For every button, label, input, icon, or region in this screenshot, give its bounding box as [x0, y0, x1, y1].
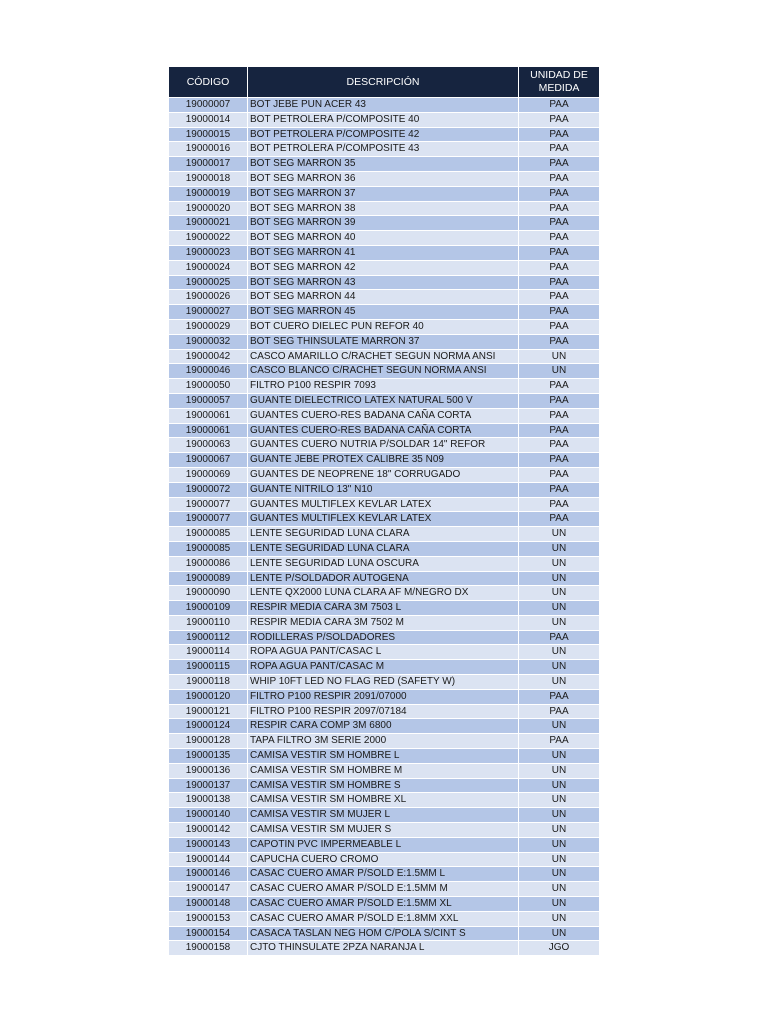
- code-cell: 19000146: [169, 867, 248, 882]
- description-cell: FILTRO P100 RESPIR 7093: [248, 379, 519, 394]
- description-cell: ROPA AGUA PANT/CASAC M: [248, 660, 519, 675]
- table-row: [169, 586, 600, 601]
- table-header: [169, 67, 600, 98]
- code-cell: 19000067: [169, 453, 248, 468]
- description-cell: RODILLERAS P/SOLDADORES: [248, 630, 519, 645]
- table-row: [169, 541, 600, 556]
- description-cell: GUANTES CUERO NUTRIA P/SOLDAR 14" REFOR: [248, 438, 519, 453]
- unit-cell: UN: [519, 823, 600, 838]
- unit-cell: UN: [519, 660, 600, 675]
- code-cell: 19000085: [169, 541, 248, 556]
- unit-cell: UN: [519, 527, 600, 542]
- unit-cell: UN: [519, 645, 600, 660]
- unit-cell: PAA: [519, 453, 600, 468]
- table-row: [169, 497, 600, 512]
- table-row: [169, 941, 600, 956]
- description-cell: BOT JEBE PUN ACER 43: [248, 98, 519, 113]
- table-row: [169, 763, 600, 778]
- product-table: [168, 66, 600, 956]
- description-cell: CASAC CUERO AMAR P/SOLD E:1.5MM XL: [248, 897, 519, 912]
- unit-cell: PAA: [519, 98, 600, 113]
- code-cell: 19000021: [169, 216, 248, 231]
- description-cell: CASACA TASLAN NEG HOM C/POLA S/CINT S: [248, 926, 519, 941]
- unit-cell: PAA: [519, 689, 600, 704]
- header-codigo: CÓDIGO: [169, 67, 248, 98]
- code-cell: 19000135: [169, 749, 248, 764]
- code-cell: 19000142: [169, 823, 248, 838]
- description-cell: CASAC CUERO AMAR P/SOLD E:1.5MM M: [248, 882, 519, 897]
- unit-cell: JGO: [519, 941, 600, 956]
- table-row: [169, 734, 600, 749]
- description-cell: GUANTES MULTIFLEX KEVLAR LATEX: [248, 497, 519, 512]
- table-body: [169, 98, 600, 956]
- code-cell: 19000069: [169, 467, 248, 482]
- description-cell: BOT SEG MARRON 41: [248, 245, 519, 260]
- table-row: [169, 601, 600, 616]
- description-cell: LENTE SEGURIDAD LUNA OSCURA: [248, 556, 519, 571]
- unit-cell: PAA: [519, 231, 600, 246]
- description-cell: BOT SEG MARRON 37: [248, 186, 519, 201]
- table-row: [169, 142, 600, 157]
- unit-cell: PAA: [519, 512, 600, 527]
- table-row: [169, 393, 600, 408]
- unit-cell: PAA: [519, 393, 600, 408]
- table-row: [169, 808, 600, 823]
- table-row: [169, 260, 600, 275]
- table-row: [169, 349, 600, 364]
- table-row: [169, 467, 600, 482]
- unit-cell: UN: [519, 808, 600, 823]
- unit-cell: PAA: [519, 423, 600, 438]
- unit-cell: PAA: [519, 245, 600, 260]
- code-cell: 19000085: [169, 527, 248, 542]
- description-cell: RESPIR CARA COMP 3M 6800: [248, 719, 519, 734]
- description-cell: CASAC CUERO AMAR P/SOLD E:1.5MM L: [248, 867, 519, 882]
- unit-cell: UN: [519, 749, 600, 764]
- table-row: [169, 556, 600, 571]
- code-cell: 19000014: [169, 112, 248, 127]
- unit-cell: PAA: [519, 216, 600, 231]
- table-row: [169, 660, 600, 675]
- description-cell: GUANTES CUERO-RES BADANA CAÑA CORTA: [248, 408, 519, 423]
- table-row: [169, 275, 600, 290]
- table-row: [169, 615, 600, 630]
- code-cell: 19000128: [169, 734, 248, 749]
- code-cell: 19000077: [169, 497, 248, 512]
- unit-cell: UN: [519, 556, 600, 571]
- unit-cell: UN: [519, 364, 600, 379]
- unit-cell: PAA: [519, 275, 600, 290]
- unit-cell: UN: [519, 778, 600, 793]
- unit-cell: PAA: [519, 334, 600, 349]
- unit-cell: PAA: [519, 127, 600, 142]
- table-row: [169, 837, 600, 852]
- description-cell: CJTO THINSULATE 2PZA NARANJA L: [248, 941, 519, 956]
- table-row: [169, 823, 600, 838]
- description-cell: LENTE P/SOLDADOR AUTOGENA: [248, 571, 519, 586]
- code-cell: 19000024: [169, 260, 248, 275]
- code-cell: 19000147: [169, 882, 248, 897]
- unit-cell: PAA: [519, 112, 600, 127]
- description-cell: CAPOTIN PVC IMPERMEABLE L: [248, 837, 519, 852]
- unit-cell: PAA: [519, 186, 600, 201]
- code-cell: 19000042: [169, 349, 248, 364]
- table-row: [169, 852, 600, 867]
- table-row: [169, 171, 600, 186]
- header-descripcion: DESCRIPCIÓN: [248, 67, 519, 98]
- code-cell: 19000148: [169, 897, 248, 912]
- code-cell: 19000063: [169, 438, 248, 453]
- code-cell: 19000144: [169, 852, 248, 867]
- description-cell: CAMISA VESTIR SM HOMBRE L: [248, 749, 519, 764]
- code-cell: 19000025: [169, 275, 248, 290]
- description-cell: GUANTES DE NEOPRENE 18" CORRUGADO: [248, 467, 519, 482]
- unit-cell: PAA: [519, 171, 600, 186]
- code-cell: 19000015: [169, 127, 248, 142]
- description-cell: GUANTES CUERO-RES BADANA CAÑA CORTA: [248, 423, 519, 438]
- unit-cell: PAA: [519, 305, 600, 320]
- code-cell: 19000143: [169, 837, 248, 852]
- description-cell: CAPUCHA CUERO CROMO: [248, 852, 519, 867]
- unit-cell: PAA: [519, 201, 600, 216]
- description-cell: BOT SEG MARRON 35: [248, 157, 519, 172]
- description-cell: BOT SEG THINSULATE MARRON 37: [248, 334, 519, 349]
- description-cell: GUANTES MULTIFLEX KEVLAR LATEX: [248, 512, 519, 527]
- table-row: [169, 512, 600, 527]
- description-cell: BOT CUERO DIELEC PUN REFOR 40: [248, 319, 519, 334]
- table-row: [169, 911, 600, 926]
- code-cell: 19000057: [169, 393, 248, 408]
- unit-cell: UN: [519, 675, 600, 690]
- description-cell: BOT SEG MARRON 36: [248, 171, 519, 186]
- table-row: [169, 186, 600, 201]
- description-cell: FILTRO P100 RESPIR 2091/07000: [248, 689, 519, 704]
- description-cell: BOT SEG MARRON 39: [248, 216, 519, 231]
- table-row: [169, 112, 600, 127]
- code-cell: 19000007: [169, 98, 248, 113]
- description-cell: FILTRO P100 RESPIR 2097/07184: [248, 704, 519, 719]
- code-cell: 19000089: [169, 571, 248, 586]
- code-cell: 19000046: [169, 364, 248, 379]
- description-cell: BOT PETROLERA P/COMPOSITE 42: [248, 127, 519, 142]
- unit-cell: UN: [519, 911, 600, 926]
- description-cell: RESPIR MEDIA CARA 3M 7502 M: [248, 615, 519, 630]
- unit-cell: UN: [519, 571, 600, 586]
- table-row: [169, 749, 600, 764]
- code-cell: 19000019: [169, 186, 248, 201]
- header-unidad: UNIDAD DE MEDIDA: [519, 67, 600, 98]
- code-cell: 19000137: [169, 778, 248, 793]
- description-cell: CAMISA VESTIR SM HOMBRE M: [248, 763, 519, 778]
- unit-cell: UN: [519, 601, 600, 616]
- description-cell: CASCO AMARILLO C/RACHET SEGUN NORMA ANSI: [248, 349, 519, 364]
- unit-cell: UN: [519, 793, 600, 808]
- code-cell: 19000153: [169, 911, 248, 926]
- unit-cell: UN: [519, 882, 600, 897]
- code-cell: 19000138: [169, 793, 248, 808]
- code-cell: 19000110: [169, 615, 248, 630]
- code-cell: 19000140: [169, 808, 248, 823]
- code-cell: 19000050: [169, 379, 248, 394]
- description-cell: BOT SEG MARRON 40: [248, 231, 519, 246]
- code-cell: 19000023: [169, 245, 248, 260]
- description-cell: BOT PETROLERA P/COMPOSITE 40: [248, 112, 519, 127]
- code-cell: 19000017: [169, 157, 248, 172]
- table-row: [169, 127, 600, 142]
- code-cell: 19000077: [169, 512, 248, 527]
- unit-cell: UN: [519, 719, 600, 734]
- code-cell: 19000027: [169, 305, 248, 320]
- table-row: [169, 926, 600, 941]
- table-row: [169, 453, 600, 468]
- code-cell: 19000016: [169, 142, 248, 157]
- code-cell: 19000090: [169, 586, 248, 601]
- table-row: [169, 438, 600, 453]
- unit-cell: UN: [519, 837, 600, 852]
- code-cell: 19000032: [169, 334, 248, 349]
- code-cell: 19000112: [169, 630, 248, 645]
- unit-cell: UN: [519, 897, 600, 912]
- unit-cell: UN: [519, 852, 600, 867]
- table-row: [169, 882, 600, 897]
- table-row: [169, 423, 600, 438]
- code-cell: 19000072: [169, 482, 248, 497]
- table-row: [169, 867, 600, 882]
- table-row: [169, 719, 600, 734]
- code-cell: 19000118: [169, 675, 248, 690]
- unit-cell: PAA: [519, 438, 600, 453]
- unit-cell: PAA: [519, 142, 600, 157]
- unit-cell: UN: [519, 615, 600, 630]
- table-row: [169, 527, 600, 542]
- description-cell: BOT SEG MARRON 42: [248, 260, 519, 275]
- code-cell: 19000109: [169, 601, 248, 616]
- code-cell: 19000114: [169, 645, 248, 660]
- code-cell: 19000124: [169, 719, 248, 734]
- unit-cell: PAA: [519, 157, 600, 172]
- description-cell: RESPIR MEDIA CARA 3M 7503 L: [248, 601, 519, 616]
- unit-cell: PAA: [519, 734, 600, 749]
- unit-cell: PAA: [519, 290, 600, 305]
- description-cell: BOT SEG MARRON 38: [248, 201, 519, 216]
- unit-cell: PAA: [519, 630, 600, 645]
- code-cell: 19000061: [169, 408, 248, 423]
- table-row: [169, 630, 600, 645]
- code-cell: 19000029: [169, 319, 248, 334]
- unit-cell: PAA: [519, 379, 600, 394]
- unit-cell: UN: [519, 926, 600, 941]
- unit-cell: UN: [519, 763, 600, 778]
- description-cell: BOT PETROLERA P/COMPOSITE 43: [248, 142, 519, 157]
- table-row: [169, 231, 600, 246]
- description-cell: ROPA AGUA PANT/CASAC L: [248, 645, 519, 660]
- description-cell: GUANTE JEBE PROTEX CALIBRE 35 N09: [248, 453, 519, 468]
- unit-cell: UN: [519, 867, 600, 882]
- code-cell: 19000115: [169, 660, 248, 675]
- table-row: [169, 319, 600, 334]
- table-row: [169, 704, 600, 719]
- code-cell: 19000136: [169, 763, 248, 778]
- description-cell: WHIP 10FT LED NO FLAG RED (SAFETY W): [248, 675, 519, 690]
- description-cell: LENTE SEGURIDAD LUNA CLARA: [248, 527, 519, 542]
- code-cell: 19000158: [169, 941, 248, 956]
- table-row: [169, 793, 600, 808]
- unit-cell: PAA: [519, 482, 600, 497]
- code-cell: 19000121: [169, 704, 248, 719]
- description-cell: BOT SEG MARRON 45: [248, 305, 519, 320]
- code-cell: 19000120: [169, 689, 248, 704]
- description-cell: CAMISA VESTIR SM HOMBRE XL: [248, 793, 519, 808]
- header-row: [169, 67, 600, 98]
- description-cell: CAMISA VESTIR SM HOMBRE S: [248, 778, 519, 793]
- description-cell: BOT SEG MARRON 43: [248, 275, 519, 290]
- description-cell: GUANTE NITRILO 13" N10: [248, 482, 519, 497]
- description-cell: LENTE SEGURIDAD LUNA CLARA: [248, 541, 519, 556]
- table-row: [169, 897, 600, 912]
- unit-cell: PAA: [519, 704, 600, 719]
- unit-cell: UN: [519, 349, 600, 364]
- table-row: [169, 645, 600, 660]
- unit-cell: PAA: [519, 408, 600, 423]
- description-cell: BOT SEG MARRON 44: [248, 290, 519, 305]
- table-row: [169, 689, 600, 704]
- unit-cell: PAA: [519, 319, 600, 334]
- description-cell: CASCO BLANCO C/RACHET SEGUN NORMA ANSI: [248, 364, 519, 379]
- unit-cell: UN: [519, 541, 600, 556]
- table-row: [169, 408, 600, 423]
- code-cell: 19000061: [169, 423, 248, 438]
- description-cell: GUANTE DIELECTRICO LATEX NATURAL 500 V: [248, 393, 519, 408]
- description-cell: CAMISA VESTIR SM MUJER L: [248, 808, 519, 823]
- code-cell: 19000026: [169, 290, 248, 305]
- description-cell: CASAC CUERO AMAR P/SOLD E:1.8MM XXL: [248, 911, 519, 926]
- table-row: [169, 778, 600, 793]
- unit-cell: PAA: [519, 260, 600, 275]
- description-cell: LENTE QX2000 LUNA CLARA AF M/NEGRO DX: [248, 586, 519, 601]
- table-row: [169, 675, 600, 690]
- table-row: [169, 157, 600, 172]
- table-row: [169, 201, 600, 216]
- code-cell: 19000086: [169, 556, 248, 571]
- description-cell: CAMISA VESTIR SM MUJER S: [248, 823, 519, 838]
- table-row: [169, 216, 600, 231]
- table-row: [169, 364, 600, 379]
- unit-cell: UN: [519, 586, 600, 601]
- unit-cell: PAA: [519, 497, 600, 512]
- table-row: [169, 98, 600, 113]
- code-cell: 19000154: [169, 926, 248, 941]
- code-cell: 19000020: [169, 201, 248, 216]
- code-cell: 19000022: [169, 231, 248, 246]
- table-row: [169, 482, 600, 497]
- code-cell: 19000018: [169, 171, 248, 186]
- description-cell: TAPA FILTRO 3M SERIE 2000: [248, 734, 519, 749]
- unit-cell: PAA: [519, 467, 600, 482]
- table-row: [169, 571, 600, 586]
- table-row: [169, 290, 600, 305]
- table-row: [169, 334, 600, 349]
- table-row: [169, 305, 600, 320]
- table-row: [169, 245, 600, 260]
- table-row: [169, 379, 600, 394]
